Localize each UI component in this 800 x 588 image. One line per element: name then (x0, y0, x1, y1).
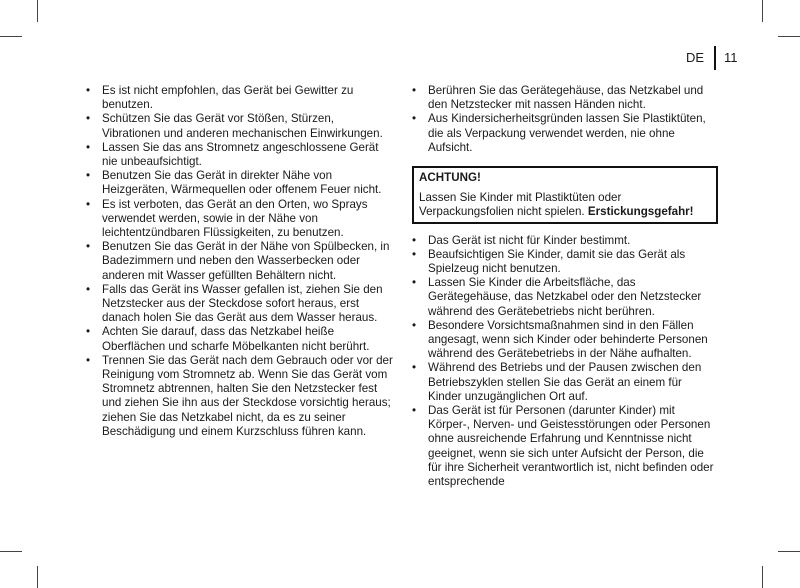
safety-list-left (86, 84, 394, 439)
list-item: • Berühren Sie das Gerätegehäuse, das Netzkabel und den Netzstecker mit nassen Händen nicht. (412, 84, 718, 112)
right-column (412, 84, 718, 489)
list-item: • Trennen Sie das Gerät nach dem Gebrauch oder vor der Reinigung vom Stromnetz ab. Wenn Sie das Gerät vom Stromnetz abtrennen, halten Sie den Netzstecker fest und ziehen Sie ihn aus der Steckdose vorsichtig heraus; ziehen Sie das Netzkabel nicht, da es zu seiner Beschädigung und einem Kurzschluss führen kann. (86, 354, 394, 439)
list-item: • Besondere Vorsichtsmaßnahmen sind in den Fällen angesagt, wenn sich Kinder oder behinderte Personen während des Gerätebetriebs in der Nähe aufhalten. (412, 319, 718, 362)
list-item: • Während des Betriebs und der Pausen zwischen den Betriebszyklen stellen Sie das Gerät an einem für Kinder unzugänglichen Ort auf. (412, 361, 718, 404)
warning-box (412, 166, 718, 224)
list-item: • Es ist nicht empfohlen, das Gerät bei Gewitter zu benutzen. (86, 84, 394, 112)
crop-mark-bottom-right-horizontal (778, 551, 800, 552)
warning-text: Lassen Sie Kinder mit Plastiktüten oder Verpackungsfolien nicht spielen. (419, 191, 622, 219)
list-item: • Beaufsichtigen Sie Kinder, damit sie das Gerät als Spielzeug nicht benutzen. (412, 248, 718, 276)
crop-mark-bottom-left-horizontal (0, 551, 22, 552)
warning-body (419, 191, 712, 219)
page-number: 11 (724, 50, 738, 65)
list-item: • Das Gerät ist für Personen (darunter Kinder) mit Körper-, Nerven- und Geistesstörungen oder Personen ohne ausreichende Erfahrung und Kenntnisse nicht geeignet, wenn sie sich unter Aufsicht der Person, die für ihre Sicherheit verantwortlich ist, nicht befinden oder entsprechende (412, 404, 718, 489)
list-item: • Benutzen Sie das Gerät in direkter Nähe von Heizgeräten, Wärmequellen oder offenem Feuer nicht. (86, 169, 394, 197)
list-item: • Es ist verboten, das Gerät an den Orten, wo Sprays verwendet werden, sowie in der Nähe von leichtentzündbaren Flüssigkeiten, zu benutzen. (86, 198, 394, 241)
list-item: • Aus Kindersicherheitsgründen lassen Sie Plastiktüten, die als Verpackung verwendet werden, nie ohne Aufsicht. (412, 112, 718, 155)
warning-emphasis: Erstickungsgefahr! (587, 205, 694, 219)
safety-list-right-bottom (412, 234, 718, 490)
crop-mark-top-left-horizontal (0, 36, 22, 37)
crop-mark-top-right-vertical (762, 0, 763, 22)
crop-mark-top-left-vertical (37, 0, 38, 22)
safety-list-right-top (412, 84, 718, 155)
list-item: • Lassen Sie Kinder die Arbeitsfläche, das Gerätegehäuse, das Netzkabel oder den Netzstecker während des Gerätebetriebs nicht berühren. (412, 276, 718, 319)
warning-title: ACHTUNG! (419, 171, 481, 185)
language-code: DE (686, 50, 705, 65)
crop-mark-bottom-right-vertical (762, 566, 763, 588)
list-item: • Falls das Gerät ins Wasser gefallen ist, ziehen Sie den Netzstecker aus der Steckdose sofort heraus, erst danach holen Sie das Gerät aus dem Wasser heraus. (86, 283, 394, 326)
list-item: • Schützen Sie das Gerät vor Stößen, Stürzen, Vibrationen und anderen mechanischen Einwirkungen. (86, 112, 394, 140)
header-divider (714, 46, 716, 70)
list-item: • Benutzen Sie das Gerät in der Nähe von Spülbecken, in Badezimmern und neben den Wasserbecken oder anderen mit Wasser gefüllten Behältern nicht. (86, 240, 394, 283)
left-column (86, 84, 394, 439)
list-item: • Das Gerät ist nicht für Kinder bestimmt. (412, 234, 718, 248)
crop-mark-bottom-left-vertical (37, 566, 38, 588)
list-item: • Lassen Sie das ans Stromnetz angeschlossene Gerät nie unbeaufsichtigt. (86, 141, 394, 169)
crop-mark-top-right-horizontal (778, 36, 800, 37)
list-item: • Achten Sie darauf, dass das Netzkabel heiße Oberflächen und scharfe Möbelkanten nicht berührt. (86, 325, 394, 353)
